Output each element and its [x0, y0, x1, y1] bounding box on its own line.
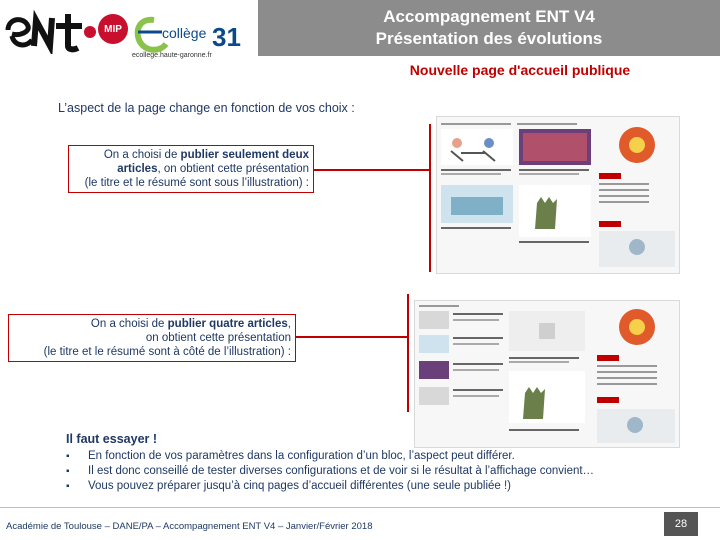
- tips-list: [66, 449, 594, 494]
- box1-line3: (le titre et le résumé sont sous l’illustration) :: [84, 177, 309, 189]
- title-line-2: Présentation des évolutions: [375, 29, 603, 48]
- svg-text:collège: collège: [162, 25, 207, 41]
- college-url: ecollege.haute-garonne.fr: [132, 52, 212, 59]
- mip-logo-text: MIP: [104, 23, 122, 35]
- page-subtitle: Nouvelle page d'accueil publique: [409, 62, 631, 78]
- title-line-1: Accompagnement ENT V4: [383, 7, 595, 26]
- screenshot-two-articles: [436, 116, 680, 274]
- mip-logo: [98, 14, 128, 44]
- box1-suffix: , on obtient cette présentation: [157, 163, 309, 175]
- essayer-heading: Il faut essayer !: [66, 432, 158, 446]
- footer-text: Académie de Toulouse – DANE/PA – Accompagnement ENT V4 – Janvier/Février 2018: [6, 521, 373, 532]
- box2-line3: (le titre et le résumé sont à côté de l’illustration) :: [43, 346, 291, 358]
- box2-suffix: ,: [287, 318, 291, 330]
- ent-logo: [2, 6, 98, 54]
- footer-divider: [0, 507, 720, 508]
- box2-bold: publier quatre articles: [167, 318, 288, 330]
- box1-bold: publier seulement deux articles: [117, 149, 309, 175]
- box2-prefix: On a choisi de: [90, 318, 168, 330]
- title-banner: [258, 0, 720, 56]
- list-item: ▪ En fonction de vos paramètres dans la configuration d’un bloc, l’aspect peut différer.: [66, 449, 594, 464]
- screenshot-four-articles: [414, 300, 680, 448]
- box1-prefix: On a choisi de: [103, 149, 181, 161]
- callout-four-articles: [8, 314, 296, 362]
- connector-h2: [296, 336, 408, 338]
- svg-text:31: 31: [212, 22, 241, 52]
- connector-v2: [407, 294, 409, 412]
- box2-line2: on obtient cette présentation: [145, 332, 291, 344]
- page-number: [664, 512, 698, 536]
- callout-two-articles: [68, 145, 314, 193]
- page-number-text: 28: [674, 518, 688, 530]
- connector-h1: [314, 169, 430, 171]
- list-item: ▪ Il est donc conseillé de tester diverses configurations et de voir si le résultat à l’affichage convient…: [66, 464, 594, 479]
- list-item: ▪ Vous pouvez préparer jusqu’à cinq pages d’accueil différentes (une seule publiée !): [66, 479, 594, 494]
- connector-v1: [429, 124, 431, 272]
- intro-text: L’aspect de la page change en fonction de vos choix :: [58, 101, 355, 115]
